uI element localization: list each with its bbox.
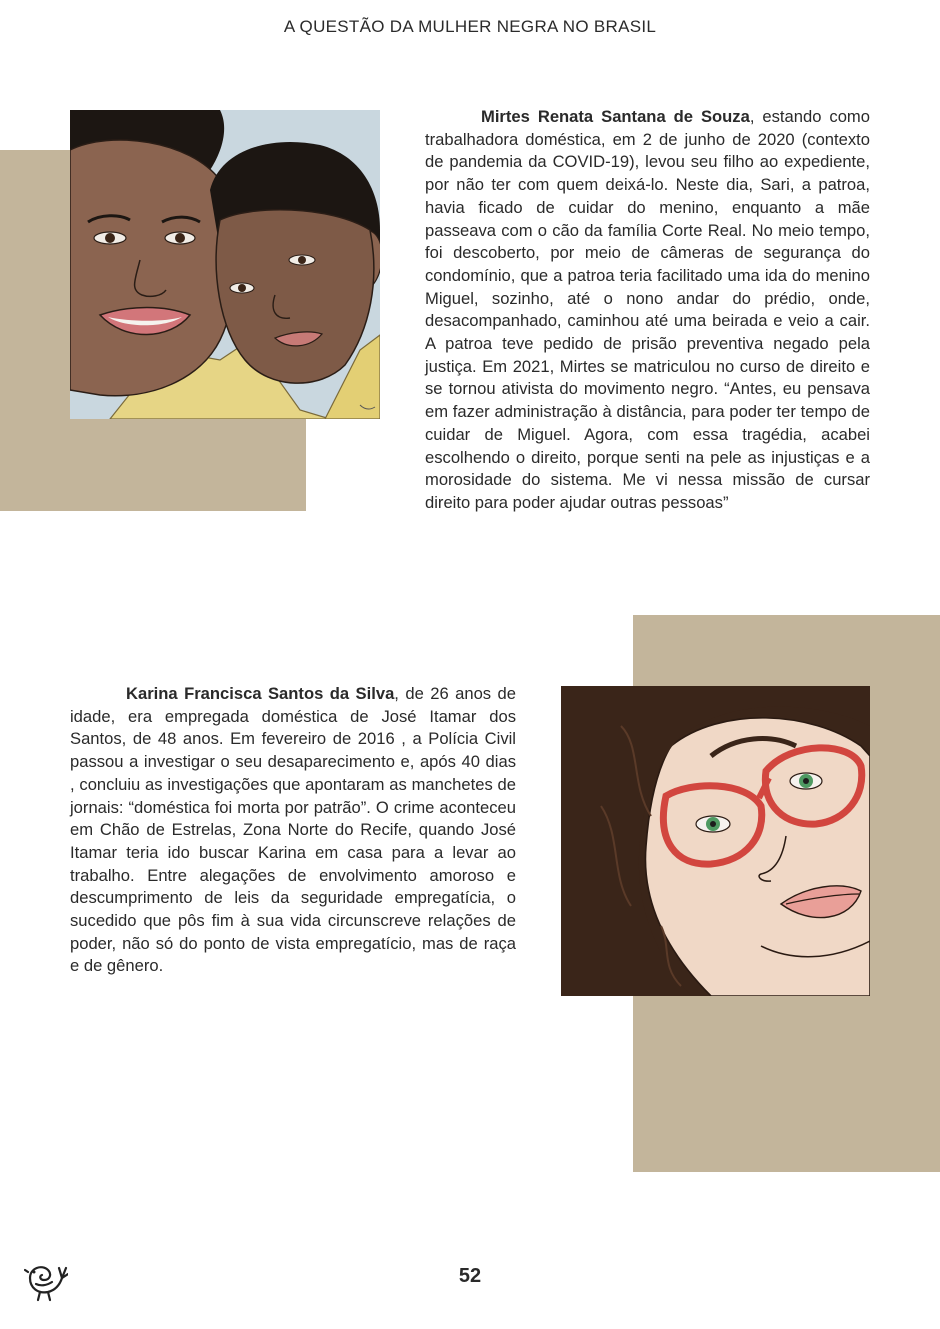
- running-header: A QUESTÃO DA MULHER NEGRA NO BRASIL: [283, 17, 657, 36]
- story-karina-text: , de 26 anos de idade, era empregada doméstica de José Itamar dos Santos, de 48 anos. Em fevereiro de 2016 , a Polícia Civil passou a investigar o seu desaparecimento e, após 40 dias , concluiu as investigações que apontaram as manchetes de jornais: “doméstica foi morta por patrão”. O crime aconteceu em Chão de Estrelas, Zona Norte do Recife, quando José Itamar teria ido buscar Karina em casa para a levar ao trabalho. Entre alegações de envolvimento amoroso e descumprimento de leis da seguridade empregatícia, o sucedido que pôs fim à sua vida circunscreve relações de poder, não só do ponto de vista empregatício, mas de raça e de gênero.: [70, 684, 516, 976]
- page-number: 52: [458, 1265, 482, 1287]
- story-karina: [70, 683, 516, 978]
- illustration-woman-with-glasses: [561, 686, 870, 996]
- story-mirtes-name: Mirtes Renata Santana de Souza: [481, 107, 750, 126]
- story-mirtes-text: , estando como trabalhadora doméstica, em 2 de junho de 2020 (contexto de pandemia da COVID-19), levou seu filho ao expediente, por não ter com quem deixá-lo. Neste dia, Sari, a patroa, havia ficado de cuidar do menino, enquanto a mãe passeava com o cão da família Corte Real. No meio tempo, foi descoberto, por meio de câmeras de segurança do condomínio, que a patroa teria facilitado uma ida do menino Miguel, sozinho, até o nono andar do prédio, onde, desacompanhado, caminhou até uma beirada e veio a cair. A patroa teve pedido de prisão preventiva negado pela justiça. Em 2021, Mirtes se matriculou no curso de direito e se tornou ativista do movimento negro. “Antes, eu pensava em fazer administração à distância, para poder ter tempo de cuidar de Miguel. Agora, com essa tragédia, acabei escolhendo o direito, porque senti na pele as injustiças e a morosidade do sistema. Me vi nessa missão de cursar direito para poder ajudar outras pessoas”: [425, 107, 870, 512]
- illustration-mother-and-son: [70, 110, 380, 419]
- story-karina-name: Karina Francisca Santos da Silva: [126, 684, 395, 703]
- story-mirtes: [425, 106, 870, 515]
